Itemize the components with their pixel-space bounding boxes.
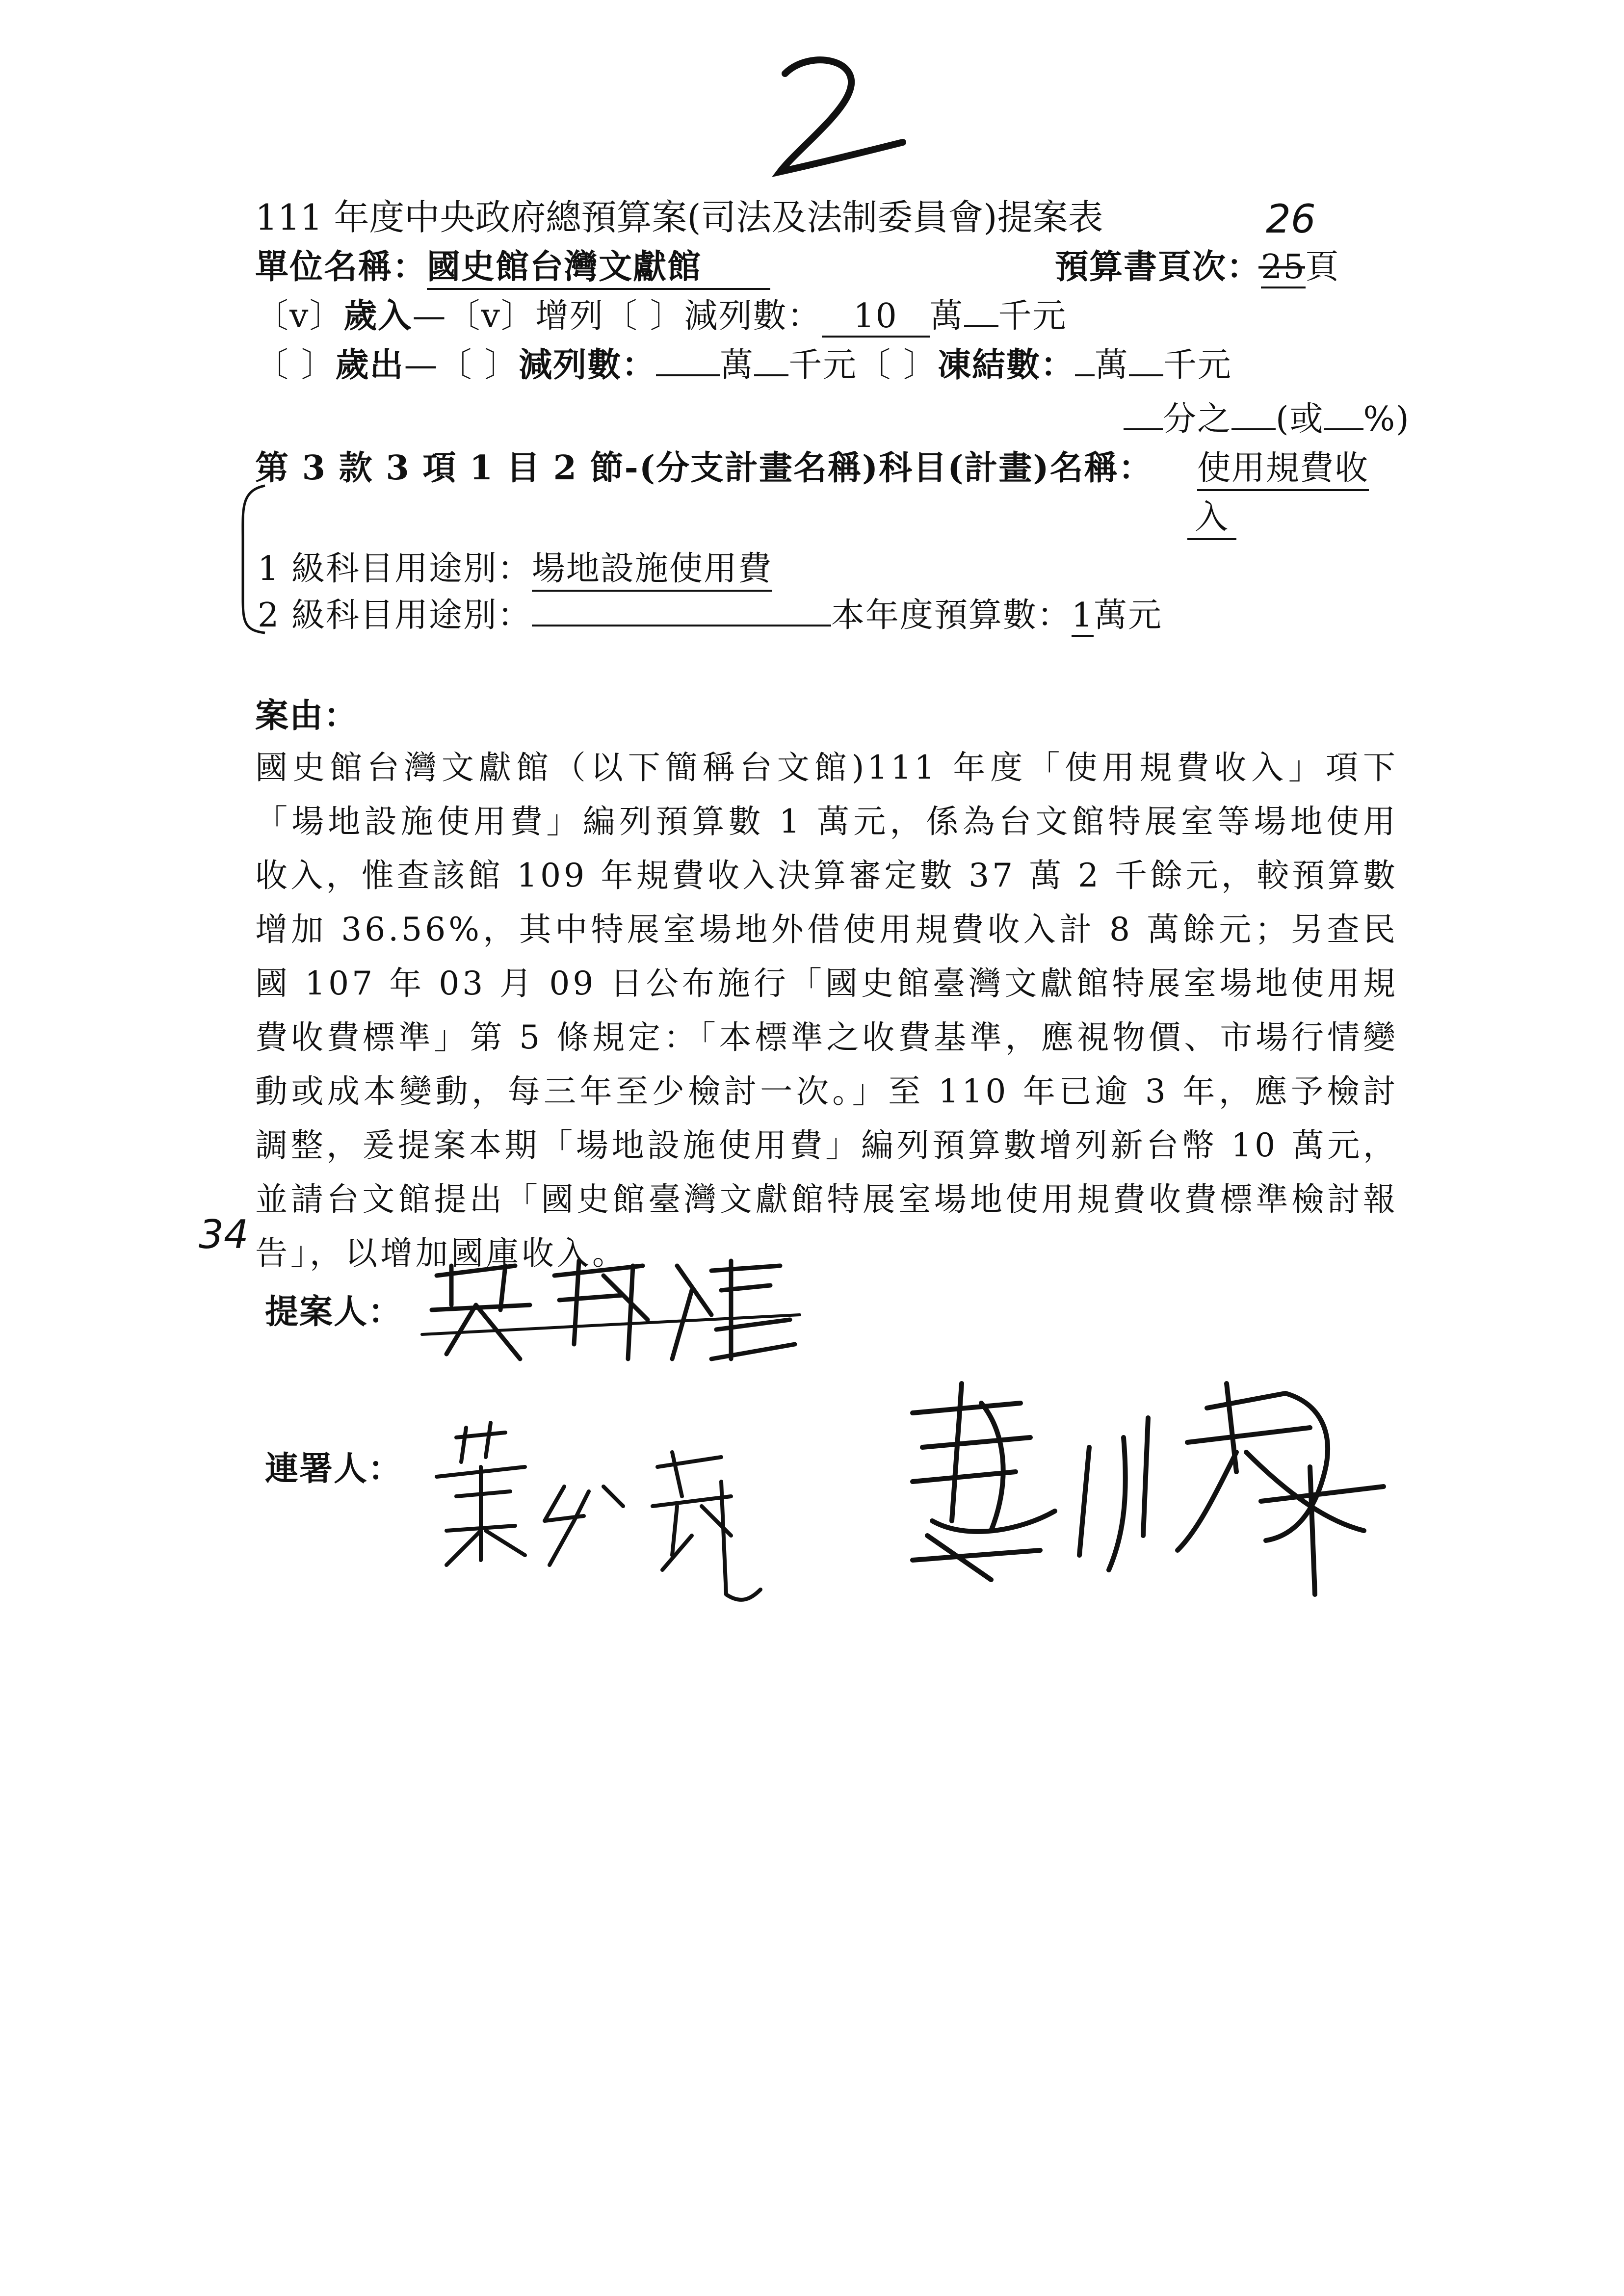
expense-qian: 千元: [788, 346, 858, 385]
current-budget-unit: 萬元: [1094, 596, 1163, 635]
cosigner-signature-1: [427, 1408, 810, 1614]
fraction-pct: %): [1363, 400, 1410, 439]
fraction-blank-1: [1124, 428, 1163, 430]
fraction-huo: (或: [1276, 400, 1324, 439]
budget-page-suffix: 頁: [1305, 248, 1340, 287]
expense-check-2: 〔 〕: [438, 346, 519, 385]
level2-row: [258, 589, 1162, 637]
frozen-label: 凍結數：: [937, 345, 1075, 385]
expense-check-3: 〔 〕: [857, 346, 938, 385]
subject-name-line1: [1197, 442, 1369, 491]
proposer-label: 提案人：: [265, 1292, 403, 1331]
subject-name-line2: [1187, 491, 1236, 540]
fraction-fenzhi: 分之: [1163, 400, 1232, 439]
expense-label: 歲出: [335, 345, 404, 385]
revenue-decrease-label: 減列數：: [684, 297, 822, 336]
reason-body: 國史館台灣文獻館（以下簡稱台文館)111 年度「使用規費收入」項下「場地設施使用費」編列預算數 1 萬元，係為台文館特展室等場地使用收入，惟查該館 109 年規費收入決算審定數 37 萬 2 千餘元，較預算數增加 36.56%，其中特展室場地外借使用規費收入計 8 萬餘元；另查民國 107 年 03 月 09 日公布施行「國史館臺灣文獻館特展室場地使用規費收費標準」第 5 條規定：「本標準之收費基準，應視物價、市場行情變動或成本變動，每三年至少檢討一次。」至 110 年已逾 3 年，應予檢討調整，爰提案本期「場地設施使用費」編列預算數增列新台幣 10 萬元，並請台文館提出「國史館臺灣文獻館特展室場地使用規費收費標準檢討報告」，以增加國庫收入。: [255, 749, 1398, 1272]
current-budget-value: 1: [1072, 596, 1094, 637]
level2-blank: [532, 625, 831, 626]
revenue-qian: 千元: [998, 297, 1067, 336]
frozen-wan-blank: [1075, 374, 1095, 376]
unit-name: 國史館台灣文獻館: [427, 240, 770, 290]
revenue-dash: —: [412, 297, 447, 336]
fraction-blank-2: [1231, 428, 1276, 430]
subject-label: 第 3 款 3 項 1 目 2 節-(分支計畫名稱)科目(計畫)名稱：: [255, 448, 1153, 488]
budget-page-value: 25: [1261, 248, 1306, 288]
budget-page-row: [1055, 240, 1340, 288]
expense-dash: —: [404, 346, 439, 385]
subject-name-text-1: 使用規費收: [1197, 442, 1369, 491]
expense-qian-blank: [754, 374, 788, 376]
current-budget-label: 本年度預算數：: [831, 596, 1072, 635]
level1-label: 1 級科目用途別：: [258, 549, 532, 588]
revenue-check-1: 〔v〕: [255, 297, 344, 336]
expense-wan-blank: [656, 374, 720, 376]
frozen-wan: 萬: [1094, 346, 1129, 385]
revenue-increase-label: 增列: [535, 297, 604, 336]
expense-row: [255, 339, 1232, 386]
unit-label: 單位名稱：: [255, 247, 427, 287]
cosigner-label: 連署人：: [265, 1449, 403, 1488]
level1-value: 場地設施使用費: [532, 542, 772, 592]
frozen-qian: 千元: [1163, 346, 1232, 385]
budget-page-value-wrap: [1261, 248, 1306, 288]
budget-page-label: 預算書頁次：: [1055, 247, 1261, 287]
expense-check-1: 〔 〕: [255, 346, 336, 385]
page-title: 111 年度中央政府總預算案(司法及法制委員會)提案表: [255, 197, 1103, 238]
revenue-check-3: 〔 〕: [603, 297, 684, 336]
handwritten-number-mark: [765, 54, 913, 182]
fraction-row: [1124, 392, 1410, 440]
fraction-blank-3: [1324, 428, 1363, 430]
revenue-qian-blank: [964, 325, 998, 327]
level1-row: [258, 542, 772, 592]
frozen-qian-blank: [1129, 374, 1163, 376]
strike-through-mark: [1258, 262, 1308, 272]
level2-label: 2 級科目用途別：: [258, 596, 532, 635]
unit-name-row: [255, 240, 770, 290]
reason-heading: 案由：: [255, 696, 359, 735]
revenue-amount: 10: [822, 297, 930, 338]
cosigner-signature-2: [893, 1374, 1408, 1619]
margin-number-mark: 34: [199, 1212, 249, 1257]
revenue-check-2: 〔v〕: [446, 297, 535, 336]
subject-name-text-2: 入: [1187, 491, 1236, 540]
revenue-row: [255, 289, 1067, 338]
revenue-label: 歲入: [343, 296, 413, 336]
expense-decrease-label: 減列數：: [519, 345, 656, 385]
proposer-signature: [417, 1246, 810, 1369]
revenue-wan: 萬: [929, 297, 964, 336]
expense-wan: 萬: [720, 346, 755, 385]
page-correction-mark: 26: [1266, 196, 1316, 242]
